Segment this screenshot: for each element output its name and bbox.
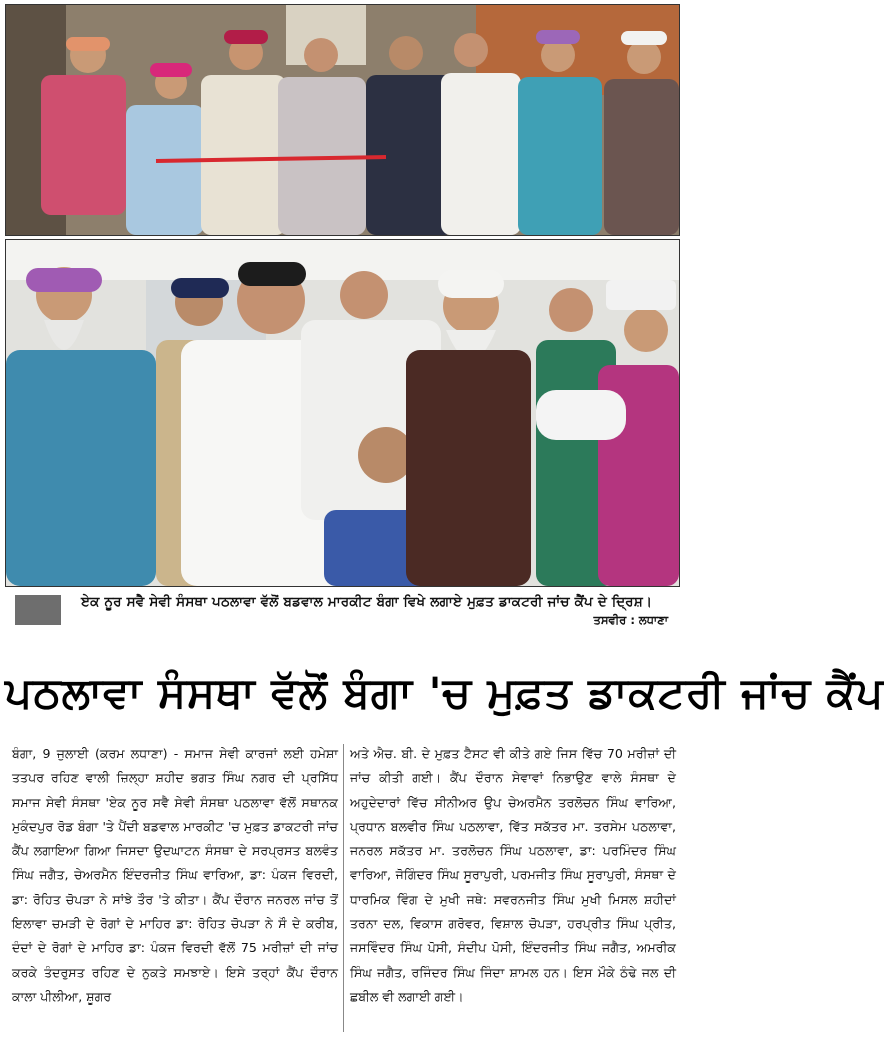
caption-text: ਏਕ ਨੂਰ ਸਵੈ ਸੇਵੀ ਸੰਸਥਾ ਪਠਲਾਵਾ ਵੱਲੋਂ ਬਡਵਾਲ ਮਾਰਕੀਟ ਬੰਗਾ ਵਿਖੇ ਲਗਾਏ ਮੁਫ਼ਤ ਡਾਕਟਰੀ ਜਾਂਚ ਕੈਂਪ ਦੇ ਦ੍ਰਿਸ਼।	[81, 594, 653, 610]
column-divider	[343, 744, 344, 1032]
ribbon-cutting-illustration	[6, 5, 679, 235]
dental-checkup-photo	[5, 239, 680, 587]
article-column-left: ਬੰਗਾ, 9 ਜੁਲਾਈ (ਕਰਮ ਲਧਾਣਾ) - ਸਮਾਜ ਸੇਵੀ ਕਾਰਜਾਂ ਲਈ ਹਮੇਸ਼ਾ ਤਤਪਰ ਰਹਿਣ ਵਾਲੀ ਜ਼ਿਲ੍ਹਾ ਸ਼ਹੀਦ ਭਗਤ ਸਿੰਘ ਨਗਰ ਦੀ ਪ੍ਰਸਿੱਧ ਸਮਾਜ ਸੇਵੀ ਸੰਸਥਾ 'ਏਕ ਨੂਰ ਸਵੈ ਸੇਵੀ ਸੰਸਥਾ ਪਠਲਾਵਾ ਵੱਲੋਂ ਸਥਾਨਕ ਮੁਕੰਦਪੁਰ ਰੋਡ ਬੰਗਾ 'ਤੇ ਪੈਂਦੀ ਬਡਵਾਲ ਮਾਰਕੀਟ 'ਚ ਮੁਫ਼ਤ ਡਾਕਟਰੀ ਜਾਂਚ ਕੈਂਪ ਲਗਾਇਆ ਗਿਆ ਜਿਸਦਾ ਉਦਘਾਟਨ ਸੰਸਥਾ ਦੇ ਸਰਪ੍ਰਸਤ ਬਲਵੰਤ ਸਿੰਘ ਜਗੈਤ, ਚੇਅਰਮੈਨ ਇੰਦਰਜੀਤ ਸਿੰਘ ਵਾਰਿਆ, ਡਾ: ਪੰਕਜ ਵਿਰਦੀ, ਡਾ: ਰੋਹਿਤ ਚੋਪੜਾ ਨੇ ਸਾਂਝੇ ਤੌਰ 'ਤੇ ਕੀਤਾ। ਕੈਂਪ ਦੌਰਾਨ ਜਨਰਲ ਜਾਂਚ ਤੋਂ ਇਲਾਵਾ ਚਮੜੀ ਦੇ ਰੋਗਾਂ ਦੇ ਮਾਹਿਰ ਡਾ: ਰੋਹਿਤ ਚੋਪੜਾ ਨੇ ਸੌ ਦੇ ਕਰੀਬ, ਦੰਦਾਂ ਦੇ ਰੋਗਾਂ ਦੇ ਮਾਹਿਰ ਡਾ: ਪੰਕਜ ਵਿਰਦੀ ਵੱਲੋਂ 75 ਮਰੀਜ਼ਾਂ ਦੀ ਜਾਂਚ ਕਰਕੇ ਤੰਦਰੁਸਤ ਰਹਿਣ ਦੇ ਨੁਕਤੇ ਸਮਝਾਏ। ਇਸੇ ਤਰ੍ਹਾਂ ਕੈਂਪ ਦੌਰਾਨ ਕਾਲਾ ਪੀਲੀਆ, ਸ਼ੂਗਰ	[12, 746, 338, 1004]
photo-credit: ਤਸਵੀਰ : ਲਧਾਣਾ	[593, 613, 668, 627]
headline: ਪਠਲਾਵਾ ਸੰਸਥਾ ਵੱਲੋਂ ਬੰਗਾ 'ਚ ਮੁਫ਼ਤ ਡਾਕਟਰੀ ਜਾਂਚ ਕੈਂਪ	[5, 668, 884, 717]
article-column-right: ਅਤੇ ਐਚ. ਬੀ. ਦੇ ਮੁਫ਼ਤ ਟੈਸਟ ਵੀ ਕੀਤੇ ਗਏ ਜਿਸ ਵਿੱਚ 70 ਮਰੀਜ਼ਾਂ ਦੀ ਜਾਂਚ ਕੀਤੀ ਗਈ। ਕੈਂਪ ਦੌਰਾਨ ਸੇਵਾਵਾਂ ਨਿਭਾਉਣ ਵਾਲੇ ਸੰਸਥਾ ਦੇ ਅਹੁਦੇਦਾਰਾਂ ਵਿੱਚ ਸੀਨੀਅਰ ਉਪ ਚੇਅਰਮੈਨ ਤਰਲੋਚਨ ਸਿੰਘ ਵਾਰਿਆ, ਪ੍ਰਧਾਨ ਬਲਵੀਰ ਸਿੰਘ ਪਠਲਾਵਾ, ਵਿੱਤ ਸਕੱਤਰ ਮਾ. ਤਰਸੇਮ ਪਠਲਾਵਾ, ਜਨਰਲ ਸਕੱਤਰ ਮਾ. ਤਰਲੋਚਨ ਸਿੰਘ ਪਠਲਾਵਾ, ਡਾ: ਪਰਮਿੰਦਰ ਸਿੰਘ ਵਾਰਿਆ, ਜੋਗਿੰਦਰ ਸਿੰਘ ਸੂਰਾਪੁਰੀ, ਪਰਮਜੀਤ ਸਿੰਘ ਸੂਰਾਪੁਰੀ, ਸੰਸਥਾ ਦੇ ਧਾਰਮਿਕ ਵਿੰਗ ਦੇ ਮੁਖੀ ਜਥੇ: ਸਵਰਨਜੀਤ ਸਿੰਘ ਮੁਖੀ ਮਿਸਲ ਸ਼ਹੀਦਾਂ ਤਰਨਾ ਦਲ, ਵਿਕਾਸ ਗਰੋਵਰ, ਵਿਸ਼ਾਲ ਚੋਪੜਾ, ਹਰਪ੍ਰੀਤ ਸਿੰਘ ਪ੍ਰੀਤ, ਜਸਵਿੰਦਰ ਸਿੰਘ ਪੋਸੀ, ਸੰਦੀਪ ਪੋਸੀ, ਇੰਦਰਜੀਤ ਸਿੰਘ ਜਗੈਤ, ਅਮਰੀਕ ਸਿੰਘ ਜਗੈਤ, ਰਜਿੰਦਰ ਸਿੰਘ ਜਿੰਦਾ ਸ਼ਾਮਲ ਹਨ। ਇਸ ਮੌਕੇ ਠੰਢੇ ਜਲ ਦੀ ਛਬੀਲ ਵੀ ਲਗਾਈ ਗਈ।	[350, 746, 676, 1004]
dental-checkup-illustration	[6, 240, 679, 586]
photo-caption	[5, 589, 678, 639]
ribbon-cutting-photo	[5, 4, 680, 236]
caption-marker	[15, 595, 61, 625]
